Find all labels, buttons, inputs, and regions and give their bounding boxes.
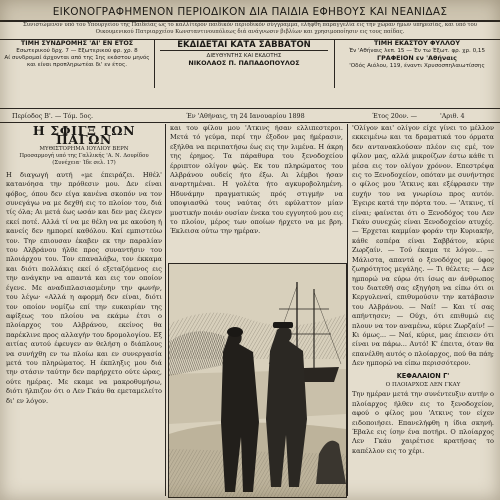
- issue-year: Έτος 20ον. —: [372, 112, 418, 120]
- story-translator: Προσαρμογή υπό της Γαλλικής 'Α. Ν. Δουρίδου: [19, 152, 149, 159]
- subscription-line: και είναι προπληρωτέαι δι' εν έτος.: [26, 62, 128, 68]
- story-title: Η ΣΦΙΓΞ ΤΩΝ ΠΑΓΩΝ: [32, 124, 136, 148]
- column-1-text: Η διαγωγή αυτή «με έπειράζει. Ηθέλ' κατανόησα την πρόθεσιν μου. Δεν είναι φόβος, όπου δεν είγα κανένα σκοπόν να τον συνεγάγω να με δεχθή εις το πλοίον του, διά τίς όλα; Αι μετά έως ωσάν και δεν μας έλεγεν εκεί ποτέ. Αλλά τί να με θέλη να με ακούση ή κανείς δεν ημπορεί καθόλου. Καί εμπιστεύω τον. Την επιουσαν έκαβεν εκ την παραλίαν του Αλβράνου ήλθε προς συναντήσιν του πλοιάρχου του. Τον επαναλάβω, τον έκκαμα και διότι πολλάκις εκεί ό εξεταζόμενος εις την ανάγκην να απαντά και εις τον οποίον έγενε. Με αναδιπλασιασμένην την φωνήν, του λέγω· «Αλλά η αφορμή δεν είναι, διότι τον οποίον νομίζω επί την ευκαιρίαν της αφίξεως του πλοίου να εκάμω έτσι ο πλοίαρχος του Αλβράνου, εκείνος θα παρέκλινε προς αλλαγήν του δρομολογίου. Εξ αιτίας αυτού έφευγεν αν θελήση ο διάπλους να συνήχθη εν τω πλοίω και εν συνεργασία μετά του πληρώματος. Η έκπληξις μου διά την στάσιν ταύτην δεν παρήρχετο ούτε ώρας, ούτε ημέρας. Με εκαμε να μακροθυμήσω, διότι ήλπιζον ότι ο Λεν Γκάυ θα εμεταμελείτο δι' εν λόγον.: [6, 170, 162, 405]
- column-3-text: 'Ολίγον και' ολίγον είχε γίνει το μέλλον εκκειμένω και τα δραματικά του όρματα δεν αντανακλούσαν πλέον εις εμέ, τον φίλον μας, αλλά μικροίζων έστω κάθε τι μέσα εις τον ολίγον χρόνον. Επεστρέψα εις το Ξενοδοχείον, οπόταν με συνήντησε ο φίλος μου 'Ατκινς και εξέφρασεν την ευχήν του να γνωρίσω προς αυτόν. Έγειρε κατά την πόρτα του. — 'Ατκινς, τί είναι; φαίνεται ότι ο Ξενοδόχος του Λεν Γκάυ συνεχώς είναι Ξενοδοχείον ατυχές. — Έρχεται καμμίαν φοράν την Κυριακήν, κάθε εσπέρα είναι Σαββάτον, κύριε Ζωρζαίν. — Τού έκαμα τε λόγον... — Μάλιστα, απαντά ο ξενοδόχος με ύφος ζωηρότητος μεγάλης. — Τι θέλετε; — Δεν ημπορώ να εύρω ότι ίσως αν άνθρωπος του διατεθή σας εξηγήση να είπω ότι οι Κεργυλεναί, επιθυμούσιν την κατάβασιν του Αλβράνου. — Ναί! — Και τί σας απήντησεν; — Ούχι, ότι επιθυμώ εις πλουν να τον αναμένω, κύριε Ζωρζαίν! — Κι όμως... — Ναί, κύριε, μας έπεισεν ότι είναι να πάρω... Αυτό! Κ' έπειτα, όταν θα επανέλθη αυτός ο πλοίαρχος, πού θα πάη; Δεν ημπορώ να είπω περισσότερον.: [352, 124, 494, 368]
- issue-date: Έν 'Αθήναις, τη 24 Ιανουαρίου 1898: [186, 112, 305, 120]
- column-2-text: και του φίλου μου 'Ατκινς ήσαν ελλιπεστεροι. Μετά τό γεύμα, περί την έξοδον μας ήμέρασιν, εξήλθα να περιπατήσω έως εις την λιμένα. Η άκρη της έρημος. Τα πάραθυρα του ξενοδοχείου έρριπτον ολίγον φώς. Εκ του πληρώματος του Αλβράνου ουδείς ήτο έξω. Αι λέμβοι ήσαν αναρτημέναι. Η γολέτα ήτο αγκυροβολημένη. Ηδυνάμην πραγματικώς πρός στιγμήν να υποψιασθώ τους ναύτας ότι εφύλαττον μίαν μυστικήν ποιάν ουσίαν ένεκα του εγγυητού μου εις το πλοίον, μέρος των οποίων ήρχετο να με βρη. Έκλεισα ούτω την ημέραν.: [170, 124, 343, 236]
- story-continuation: (Συνέχεια· Ίδε σελ. 17): [52, 159, 116, 166]
- publication-box: [156, 40, 332, 88]
- editor-name: ΝΙΚΟΛΑΟΣ Π. ΠΑΠΑΔΟΠΟΥΛΟΣ: [188, 59, 300, 67]
- issue-number: 'Αριθ. 4: [440, 112, 465, 120]
- issue-rule: [0, 122, 500, 123]
- price-line: Έν 'Αθήναις λεπ. 15 — Έν τω Έξωτ. φρ. χρ. 0,15: [348, 48, 486, 54]
- masthead-intro: Συνιστώμενον υπό του Υπουργείου της Παιδείας ως το καλλίτερον παιδικόν περιοδικόν σύγγραμμα, ελήφθη παραγγελία εις την χώραν ήμων υπηρεσίας, και υπό του Οικουμενικού Πατριαρχείου Κωνσταντινουπόλεως διά ανάγνωσιν βιβλίων και χρησιμοποίησιν εις τους παίδας.: [23, 22, 477, 35]
- office-heading: ΓΡΑΦΕΙΟΝ εν 'Αθήναις: [377, 54, 457, 62]
- editor-role: ΔΙΕΥΘΥΝΤΗΣ ΚΑΙ ΕΚΔΟΤΗΣ: [206, 53, 282, 59]
- price-box: [336, 40, 498, 88]
- subscription-line: Εσωτερικού δρχ. 7 — Εξωτερικού φρ. χρ. 8: [16, 48, 138, 54]
- subscription-line: Αί συνδρομαί άρχονται από της 1ης εκάστου μηνός: [4, 55, 150, 61]
- story-illustration: [168, 263, 347, 498]
- column-1: [6, 124, 162, 496]
- column-3: [352, 124, 494, 496]
- issue-period: Περίοδος Β'. — Τόμ. 5ος.: [12, 112, 94, 120]
- masthead-subtitle: ΕΙΚΟΝΟΓΡΑΦΗΜΕΝΟΝ ΠΕΡΙΟΔΙΚΟΝ ΔΙΑ ΠΑΙΔΙΑ ΕΦΗΒΟΥΣ ΚΑΙ ΝΕΑΝΙΔΑΣ: [52, 6, 448, 18]
- subscription-heading: ΤΙΜΗ ΣΥΝΔΡΟΜΗΣ 'ΑΙ' ΕΝ ΕΤΟΣ: [20, 40, 134, 47]
- column-3-continued-text: Την ημέραν μετά την συνέντευξιν αυτήν ο πλοίαρχος ήλθεν εις το ξενοδοχείον, αφού ο φίλος μου 'Ατκινς τον είχεν ειδοποιήσει. Επανελήφθη η ίδια σκηνή. Έβαλε εις ίσην ένα ποτήρι. Ο πλοίαρχος Λεν Γκάυ χαιρέτισε κρατήσας το καπέλλον εις το χέρι.: [352, 390, 494, 455]
- column-divider: [347, 124, 348, 496]
- publication-schedule: ΕΚΔΙΔΕΤΑΙ ΚΑΤΑ ΣΑΒΒΑΤΟΝ: [160, 42, 328, 51]
- issue-bar: [0, 110, 500, 122]
- illustration-engraving: [169, 264, 346, 497]
- header-rule-bottom: [0, 108, 500, 109]
- column-divider: [165, 124, 166, 496]
- column-2: [170, 124, 343, 260]
- chapter-title: ΚΕΦΑΛΑΙΟΝ Γ': [396, 371, 450, 380]
- office-address: 'Οδός Αιόλου, 119, έναντι Χρυσοσπηλαιωτίσσης: [349, 63, 485, 69]
- header-divider: [154, 40, 155, 88]
- story-subtitle: ΜΥΘΙΣΤΟΡΗΜΑ ΙΟΥΛΙΟΥ ΒΕΡΝ: [39, 145, 129, 152]
- header-divider: [334, 40, 335, 88]
- price-heading: ΤΙΜΗ ΕΚΑΣΤΟΥ ΦΥΛΛΟΥ: [374, 40, 460, 47]
- subscription-box: [2, 40, 152, 88]
- chapter-subtitle: Ο ΠΛΟΙΑΡΧΟΣ ΛΕΝ ΓΚΑΥ: [385, 381, 461, 388]
